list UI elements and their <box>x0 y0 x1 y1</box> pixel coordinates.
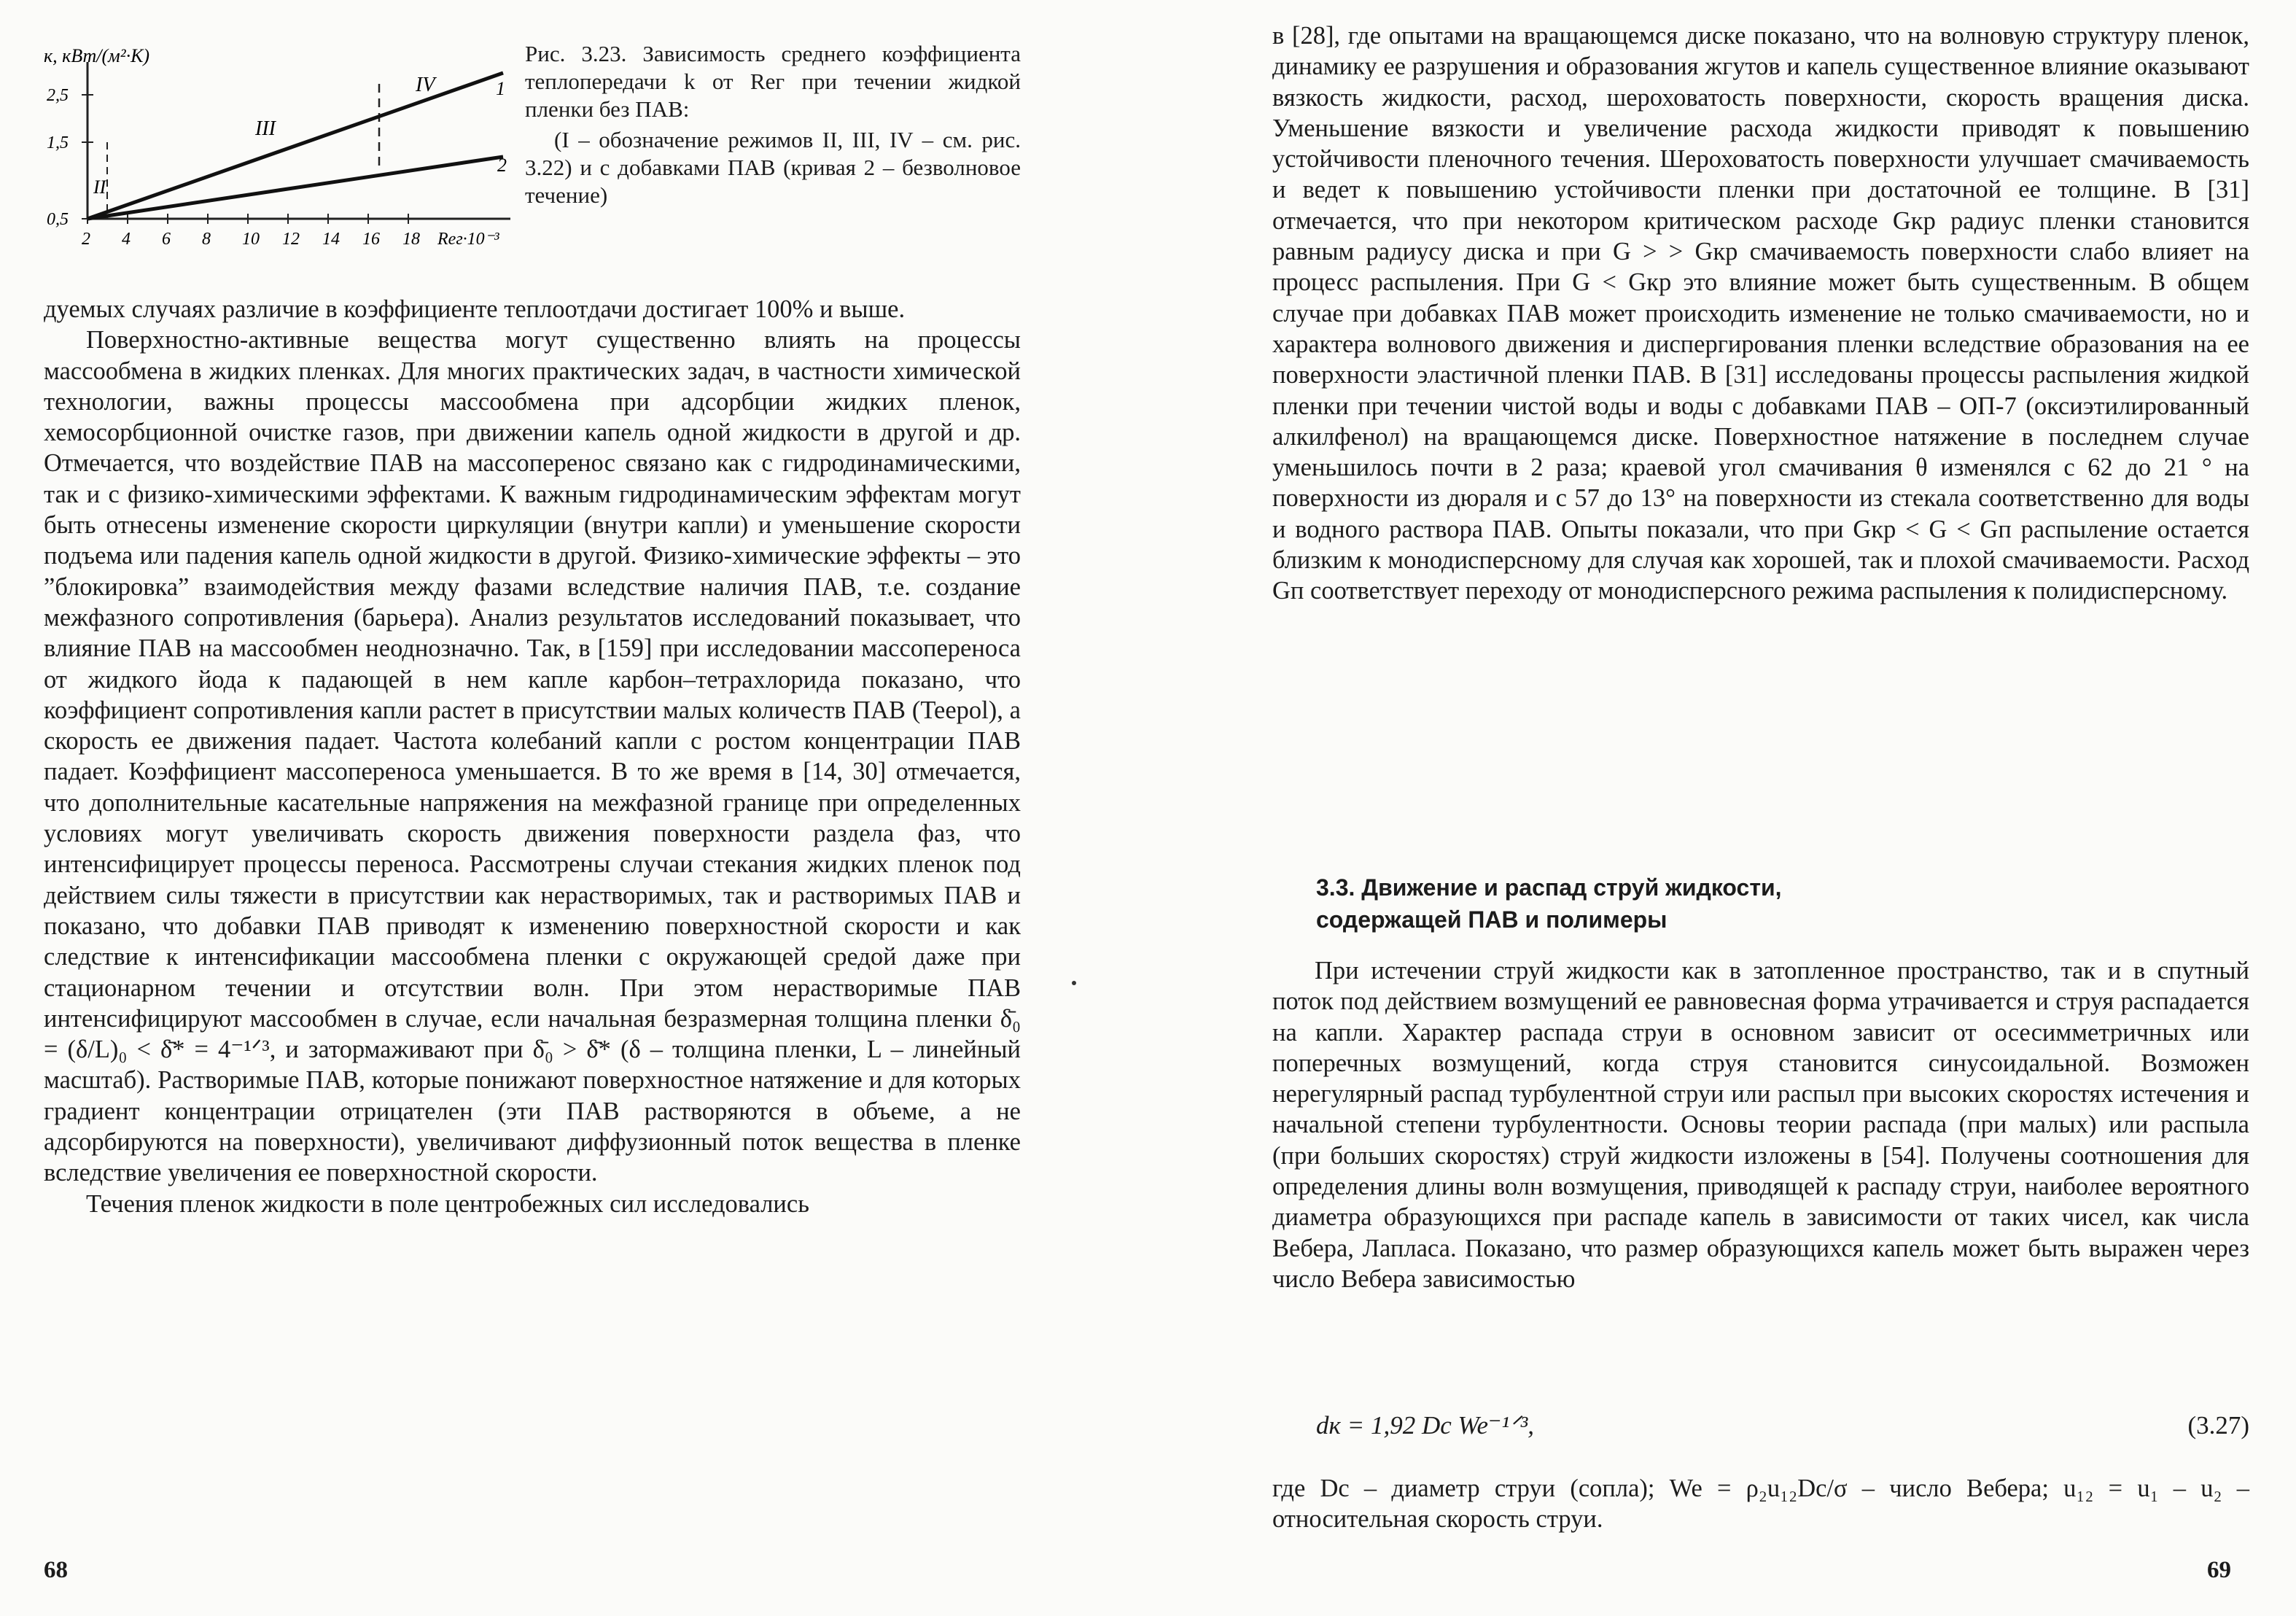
x-tick-label: 10 <box>242 230 260 249</box>
x-tick-label: 14 <box>322 230 340 249</box>
region-II: II <box>93 176 106 198</box>
section-title-line: содержащей ПАВ и полимеры <box>1316 906 1667 933</box>
region-III: III <box>255 117 276 140</box>
right-body-text-top <box>1272 20 2249 607</box>
left-body-text <box>44 294 1021 1219</box>
figure-chart <box>44 40 510 259</box>
section-title-line: 3.3. Движение и распад струй жидкости, <box>1316 874 1782 901</box>
x-tick-label: 8 <box>202 230 211 249</box>
y-tick-label: 1,5 <box>47 133 69 152</box>
curve-2 <box>87 157 503 219</box>
paragraph: где Dс – диаметр струи (сопла); We = ρ₂u₁₂Dс/σ – число Вебера; u₁₂ = u₁ – u₂ – относительная скорость струи. <box>1272 1475 2249 1534</box>
curve-2-label: 2 <box>497 155 507 176</box>
paragraph: Поверхностно-активные вещества могут существенно влиять на процессы массообмена в жидких пленках. Для многих практических задач, в частности химической технологии, важны процессы массообмена при адсорбции жидких пленок, хемосорбционной очистке газов, при движении капель одной жидкости в другой и др. Отмечается, что воздействие ПАВ на массоперенос связано как с гидродинамическими, так и с физико-химическими эффектами. К важным гидродинамическим эффектам могут быть отнесены изменение скорости циркуляции (внутри капли) и уменьшение скорости подъема или падения капель одной жидкости в другой. Физико-химические эффекты – это ”блокировка” взаимодействия между фазами вследствие наличия ПАВ, т.е. создание межфазного сопротивления (барьера). Анализ результатов исследований показывает, что влияние ПАВ на массообмен неоднозначно. Так, в [159] при исследовании массопереноса от жидкого йода к падающей в нем капле карбон–тетрахлорида показано, что коэффициент сопротивления капли растет в присутствии малых количеств ПАВ (Teepol), а скорость ее движения падает. Частота колебаний капли с ростом концентрации ПАВ падает. Коэффициент массопереноса уменьшается. В то же время в [14, 30] отмечается, что дополнительные касательные напряжения на межфазной границе при определенных условиях могут увеличивать скорость движения поверхности раздела фаз, что интенсифицирует процессы переноса. Рассмотрены случаи стекания жидких пленок под действием силы тяжести в присутствии как нерастворимых, так и растворимых ПАВ и показано, что добавки ПАВ приводят к изменению поверхностной скорости и как следствие к интенсификации массообмена пленки с окружающей средой даже при стационарном течении и отсутствии волн. При этом нерастворимые ПАВ интенсифицируют массообмен в случае, если начальная безразмерная толщина пленки δ̄₀ = (δ/L)₀ < δ̄* = 4⁻¹ᐟ³, и затормаживают при δ̄₀ > δ̄* (δ – толщина пленки, L – линейный масштаб). Растворимые ПАВ, которые понижают поверхностное натяжение и для которых градиент концентрации отрицателен (эти ПАВ растворяются в объеме, а не адсорбируются на поверхности), увеличивают диффузионный поток вещества в пленке вследствие увеличения ее поверхностной скорости. <box>44 326 1021 1187</box>
paragraph: дуемых случаях различие в коэффициенте теплоотдачи достигает 100% и выше. <box>44 295 906 323</box>
equation-formula: dк = 1,92 Dс We⁻¹ᐟ³, <box>1316 1411 1535 1440</box>
left-page <box>44 0 1021 1616</box>
region-IV: IV <box>416 74 435 96</box>
scan-speck <box>1072 981 1076 985</box>
page-number: 68 <box>44 1557 68 1583</box>
x-tick-label: 6 <box>162 230 171 249</box>
right-body-text-bottom <box>1272 1473 2249 1535</box>
x-tick-label: 18 <box>402 230 420 249</box>
paragraph: в [28], где опытами на вращающемся диске показано, что на волновую структуру пленок, динамику ее разрушения и образования жгутов и капель существенное влияние оказывают вязкость жидкости, расход, шероховатость поверхности, скорость вращения диска. Уменьшение вязкости и увеличение расхода жидкости приводят к повышению устойчивости пленочного течения. Шероховатость поверхности улучшает смачиваемость и ведет к повышению устойчивости пленки при достаточной ее толщине. В [31] отмечается, что при некотором критическом расходе Gкр радиус пленки становится равным радиусу диска и при G > > Gкр смачиваемость поверхности слабо влияет на процесс распыления. При G < Gкр это влияние может быть существенным. В общем случае при добавках ПАВ может происходить изменение не только смачиваемости, но и характера волнового движения и диспергирования пленки вследствие образования на ее поверхности эластичной пленки ПАВ. В [31] исследованы процессы распыления жидкой пленки при течении чистой воды и воды с добавками ПАВ – ОП-7 (оксиэтилированный алкилфенол) на вращающемся диске. Поверхностное натяжение в последнем случае уменьшилось почти в 2 раза; краевой угол смачивания θ изменялся с 62 до 21 ° на поверхности из дюраля и с 57 до 13° на поверхности из стекала соответственно для воды и водного раствора ПАВ. Опыты показали, что при Gкр < G < Gп распыление остается близким к монодисперсному для случая как хорошей, так и плохой смачиваемости. Расход Gп соответствует переходу от монодисперсного режима распыления к полидисперсному. <box>1272 22 2249 605</box>
y-tick-label: 0,5 <box>47 210 69 229</box>
figure-3-23 <box>44 40 1021 259</box>
curve-1-label: 1 <box>496 78 505 99</box>
page-number: 69 <box>2207 1557 2231 1583</box>
paragraph: При истечении струй жидкости как в затопленное пространство, так и в спутный поток под действием возмущений ее равновесная форма утрачивается и струя распадается на капли. Характер распада струи в основном зависит от осесимметричных или поперечных возмущений, когда струя становится синусоидальной. Возможен нерегулярный распад турбулентной струи или распыл при высоких скоростях истечения и начальной степени турбулентности. Основы теории распада (при малых) или распыла (при больших скоростях) струй жидкости изложены в [54]. Получены соотношения для определения длины волн возмущения, приводящей к распаду струи, наиболее вероятного диаметра образующихся при распаде капель в зависимости от таких чисел, как числа Вебера, Лапласа. Показано, что размер образующихся капель может быть выражен через число Вебера зависимостью <box>1272 957 2249 1293</box>
equation-number: (3.27) <box>2187 1411 2249 1440</box>
x-tick-label: 16 <box>362 230 380 249</box>
curve-1 <box>87 73 503 219</box>
y-axis-label: к, кВт/(м²·К) <box>44 45 149 66</box>
right-body-text-middle <box>1272 955 2249 1294</box>
x-axis-label: Reг·10⁻³ <box>437 230 499 249</box>
right-page <box>1272 0 2249 1616</box>
y-tick-label: 2,5 <box>47 86 69 105</box>
x-tick-label: 12 <box>282 230 300 249</box>
paragraph: Течения пленок жидкости в поле центробежных сил исследовались <box>86 1189 809 1218</box>
y-ticks <box>47 86 93 229</box>
caption-legend: (I – обозначение режимов II, III, IV – см. рис. 3.22) и с добавками ПАВ (кривая 2 – безволновое течение) <box>525 127 1021 208</box>
figure-caption <box>525 40 1021 209</box>
section-title <box>1316 871 2191 936</box>
equation-3-27 <box>1272 1411 2249 1455</box>
x-tick-label: 2 <box>82 230 90 249</box>
x-tick-label: 4 <box>122 230 131 249</box>
caption-text: Рис. 3.23. Зависимость среднего коэффициента теплопередачи k от Reг при течении жидкой пленки без ПАВ: <box>525 41 1021 122</box>
